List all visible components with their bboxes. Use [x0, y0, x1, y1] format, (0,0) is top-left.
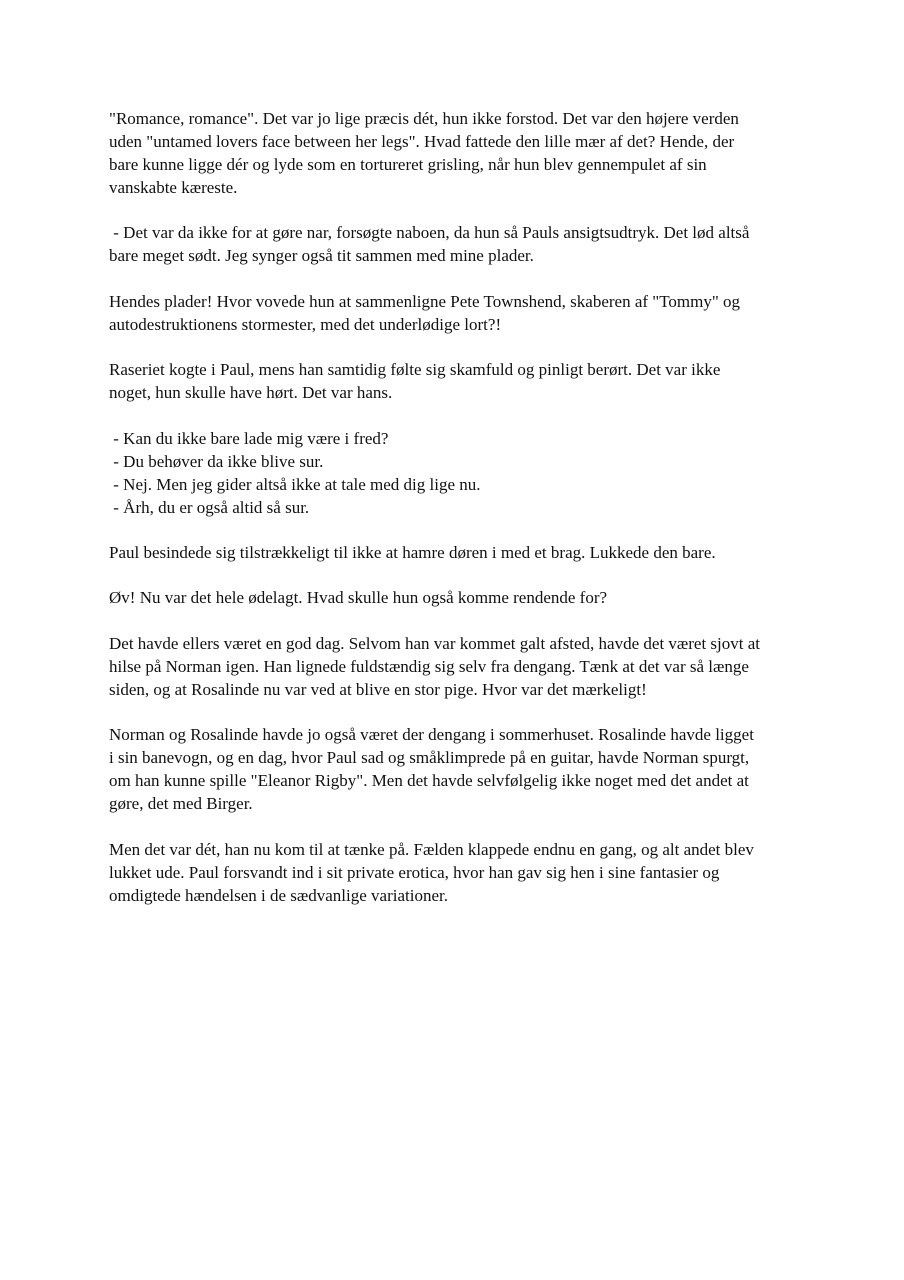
dialogue-line: - Nej. Men jeg gider altså ikke at tale med dig lige nu. — [109, 474, 481, 494]
paragraph-romance — [109, 107, 809, 199]
paragraph-gap — [109, 519, 809, 541]
paragraph-her-records — [109, 290, 809, 336]
paragraph-gap — [109, 701, 809, 723]
text-line: Hendes plader! Hvor vovede hun at sammenligne Pete Townshend, skaberen af "Tommy" og — [109, 291, 741, 311]
text-line: noget, hun skulle have hørt. Det var hans. — [109, 383, 393, 403]
paragraph-gap — [109, 815, 809, 837]
text-line: bare kunne ligge dér og lyde som en tortureret grisling, når hun blev gennempulet af sin — [109, 155, 707, 174]
text-line: Raseriet kogte i Paul, mens han samtidig følte sig skamfuld og pinligt berørt. Det var ikke — [109, 360, 721, 380]
text-line: Norman og Rosalinde havde jo også været der dengang i sommerhuset. Rosalinde havde ligget — [109, 725, 754, 745]
paragraph-neighbor-reply — [109, 221, 809, 267]
paragraph-dialogue — [109, 427, 809, 519]
text-line: uden "untamed lovers face between her legs". Hvad fattede den lille mær af det? Hende, der — [109, 132, 735, 151]
paragraph-rage — [109, 358, 809, 404]
paragraph-the-trap — [109, 838, 809, 907]
paragraph-good-day — [109, 632, 809, 701]
text-line: Øv! Nu var det hele ødelagt. Hvad skulle hun også komme rendende for? — [109, 588, 608, 608]
paragraph-gap — [109, 336, 809, 358]
paragraph-door — [109, 541, 809, 564]
text-line: vanskabte kæreste. — [109, 178, 238, 197]
text-line: i sin banevogn, og en dag, hvor Paul sad og småklimprede på en guitar, havde Norman spurgt, — [109, 748, 750, 768]
text-line: Det havde ellers været en god dag. Selvom han var kommet galt afsted, havde det været sjovt at — [109, 633, 761, 653]
paragraph-gap — [109, 199, 809, 221]
paragraph-summer-house — [109, 723, 809, 815]
text-line: - Det var da ikke for at gøre nar, forsøgte naboen, da hun så Pauls ansigtsudtryk. Det lød altså — [109, 223, 750, 243]
text-line: om han kunne spille "Eleanor Rigby". Men det havde selvfølgelig ikke noget med det andet at — [109, 771, 749, 791]
paragraph-gap — [109, 564, 809, 586]
text-line: omdigtede hændelsen i de sædvanlige variationer. — [109, 885, 448, 905]
text-line: siden, og at Rosalinde nu var ved at blive en stor pige. Hvor var det mærkeligt! — [109, 679, 647, 699]
dialogue-line: - Årh, du er også altid så sur. — [109, 497, 310, 517]
dialogue-line: - Du behøver da ikke blive sur. — [109, 451, 324, 471]
text-line: hilse på Norman igen. Han lignede fuldstændig sig selv fra dengang. Tænk at det var så længe — [109, 656, 749, 676]
text-line: autodestruktionens stormester, med det underlødige lort?! — [109, 314, 502, 334]
paragraph-gap — [109, 404, 809, 426]
paragraph-gap — [109, 267, 809, 289]
text-line: gøre, det med Birger. — [109, 794, 253, 814]
document-page — [109, 107, 809, 907]
text-line: bare meget sødt. Jeg synger også tit sammen med mine plader. — [109, 246, 534, 266]
dialogue-line: - Kan du ikke bare lade mig være i fred? — [109, 428, 389, 448]
text-line: lukket ude. Paul forsvandt ind i sit private erotica, hvor han gav sig hen i sine fantasier og — [109, 862, 720, 882]
paragraph-gap — [109, 609, 809, 631]
text-line: Men det var dét, han nu kom til at tænke på. Fælden klappede endnu en gang, og alt andet blev — [109, 839, 754, 859]
paragraph-ruined — [109, 586, 809, 609]
text-line: "Romance, romance". Det var jo lige præcis dét, hun ikke forstod. Det var den højere verden — [109, 109, 739, 128]
text-line: Paul besindede sig tilstrækkeligt til ikke at hamre døren i med et brag. Lukkede den bare. — [109, 542, 716, 562]
